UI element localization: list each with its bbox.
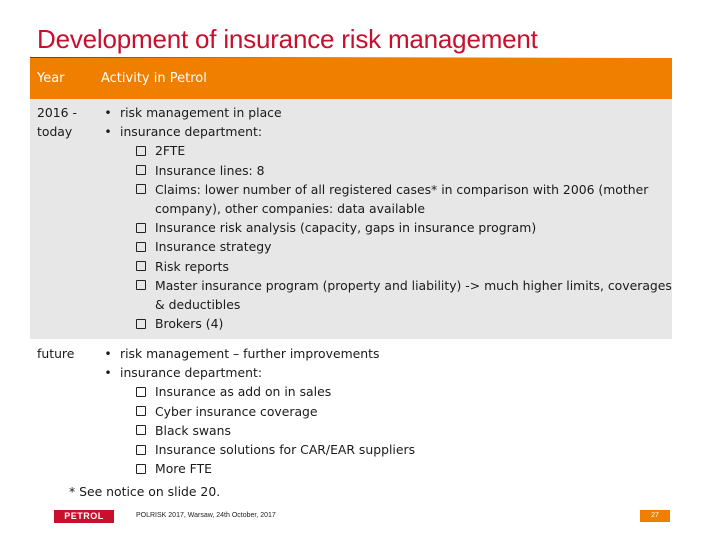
activity-cell [96, 103, 672, 339]
checkbox-bullet-icon [136, 445, 146, 455]
year-cell: 2016 - today [37, 105, 77, 140]
footnote: * See notice on slide 20. [69, 484, 221, 499]
list-item [136, 180, 672, 218]
checkbox-bullet-icon [136, 242, 146, 252]
list-item [136, 382, 672, 401]
list-item [136, 276, 672, 314]
list-item-text: Insurance lines: 8 [155, 162, 265, 178]
list-item [136, 237, 672, 256]
activity-table [30, 58, 672, 480]
list-item [136, 161, 672, 180]
list-item-text: More FTE [155, 461, 212, 477]
list-item-text: Brokers (4) [155, 316, 224, 332]
sub-list [96, 382, 672, 478]
checkbox-bullet-icon [136, 425, 146, 435]
petrol-logo: PETROL [54, 510, 114, 523]
list-item [136, 421, 672, 440]
checkbox-bullet-icon [136, 146, 146, 156]
bullet-item: • insurance department: [96, 363, 672, 382]
list-item-text: Black swans [155, 422, 231, 438]
bullet-text: risk management – further improvements [120, 346, 380, 361]
bullet-item: • risk management – further improvements [96, 344, 672, 363]
list-item-text: Master insurance program (property and liability) -> much higher limits, coverages & deductibles [155, 277, 672, 313]
list-item [136, 257, 672, 276]
bullet-text: risk management in place [120, 105, 282, 120]
table-row [30, 99, 672, 339]
bullet-item: • insurance department: [96, 122, 672, 141]
list-item-text: Insurance strategy [155, 239, 272, 255]
header-year: Year [37, 71, 65, 86]
list-item-text: Insurance as add on in sales [155, 384, 332, 400]
slide-footer [30, 504, 672, 528]
footer-event-text: POLRISK 2017, Warsaw, 24th October, 2017 [136, 512, 276, 519]
checkbox-bullet-icon [136, 319, 146, 329]
bullet-text: insurance department: [120, 124, 262, 140]
list-item [136, 141, 672, 160]
checkbox-bullet-icon [136, 223, 146, 233]
list-item-text: 2FTE [155, 143, 186, 159]
list-item-text: Insurance risk analysis (capacity, gaps in insurance program) [155, 220, 537, 236]
list-item [136, 402, 672, 421]
year-cell: future [37, 346, 75, 361]
page-number: 27 [640, 510, 670, 522]
sub-list [96, 141, 672, 333]
checkbox-bullet-icon [136, 406, 146, 416]
checkbox-bullet-icon [136, 464, 146, 474]
list-item-text: Claims: lower number of all registered cases* in comparison with 2006 (mother company), other companies: data available [155, 181, 649, 217]
checkbox-bullet-icon [136, 165, 146, 175]
list-item [136, 314, 672, 333]
checkbox-bullet-icon [136, 280, 146, 290]
checkbox-bullet-icon [136, 387, 146, 397]
list-item-text: Cyber insurance coverage [155, 403, 318, 419]
list-item-text: Insurance solutions for CAR/EAR suppliers [155, 442, 416, 458]
list-item [136, 459, 672, 478]
list-item-text: Risk reports [155, 258, 229, 274]
list-item [136, 440, 672, 459]
header-activity: Activity in Petrol [101, 71, 207, 86]
activity-cell [96, 344, 672, 480]
slide-title: Development of insurance risk management [37, 24, 538, 54]
list-item [136, 218, 672, 237]
table-row [30, 339, 672, 480]
bullet-item: • risk management in place [96, 103, 672, 122]
table-header [30, 58, 672, 99]
checkbox-bullet-icon [136, 184, 146, 194]
checkbox-bullet-icon [136, 261, 146, 271]
bullet-text: insurance department: [120, 365, 262, 381]
